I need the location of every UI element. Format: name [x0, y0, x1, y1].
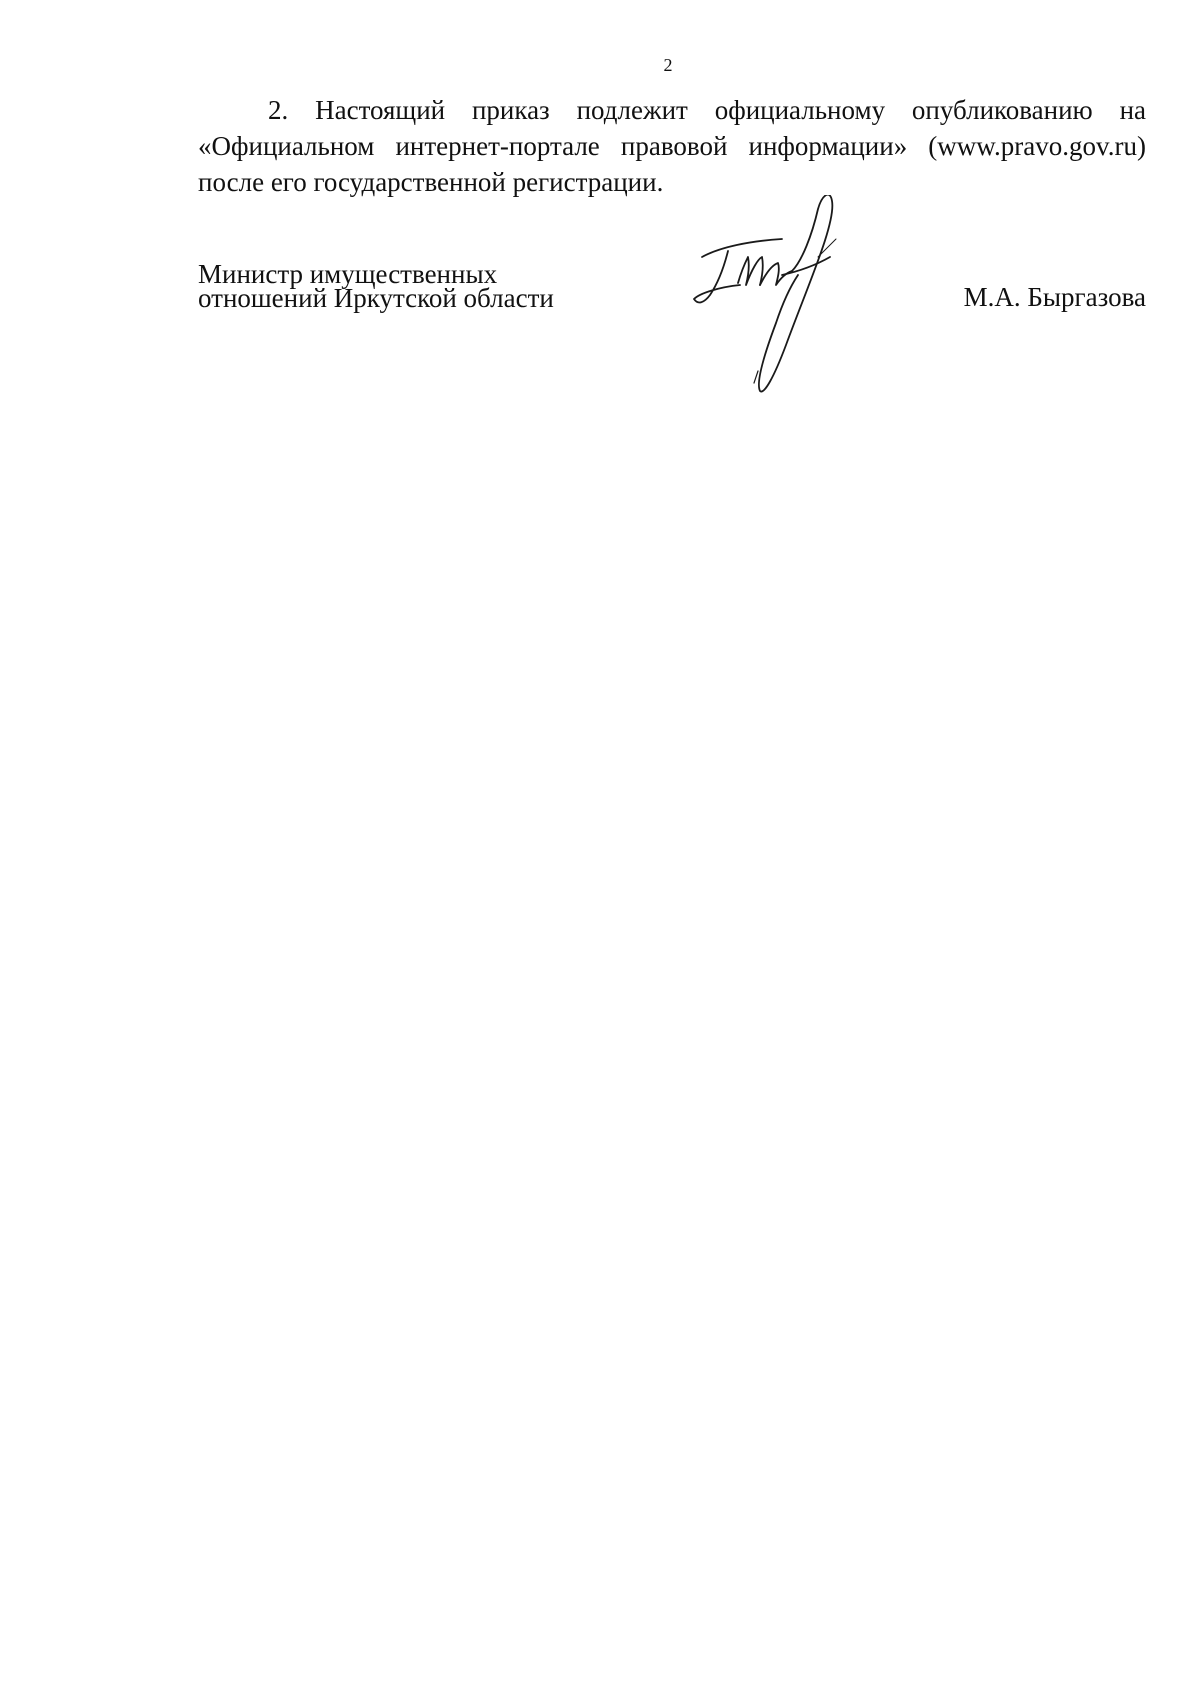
signer-name: М.А. Быргазова: [963, 282, 1146, 312]
signer-position-line-2: отношений Иркутской области: [198, 283, 554, 313]
signer-position: [198, 259, 554, 313]
page-number: 2: [663, 55, 673, 75]
signer-position-line-1: Министр имущественных: [198, 259, 498, 289]
handwritten-signature-icon: [690, 195, 890, 415]
order-paragraph: 2. Настоящий приказ подлежит официальному опубликованию на «Официальном интернет-портале правовой информации» (www.pravo.gov.ru) после его государственной регистрации.: [198, 95, 1146, 197]
